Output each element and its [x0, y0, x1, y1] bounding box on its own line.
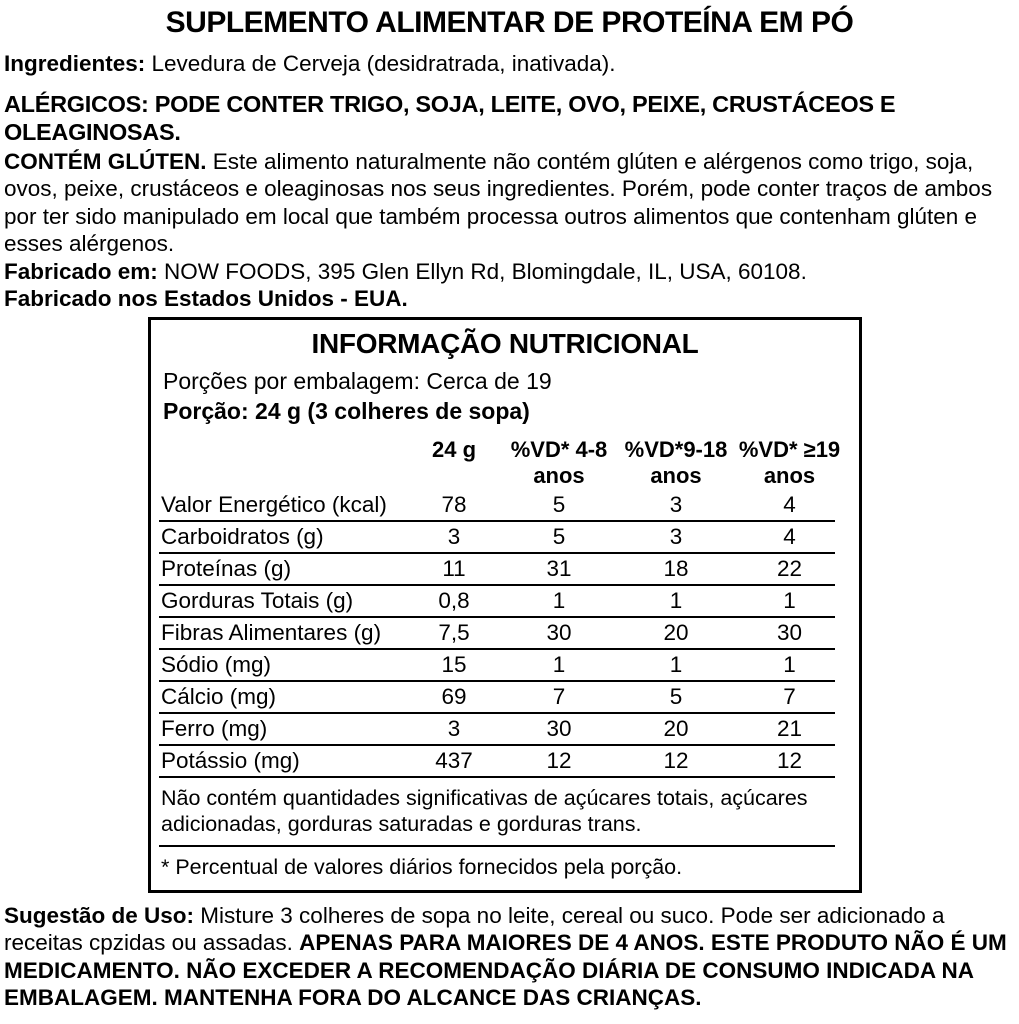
row-value: 5: [552, 491, 566, 517]
gluten-paragraph: [4, 148, 1015, 258]
nutrition-table-header: [159, 436, 841, 489]
nutrition-facts-box: [148, 317, 862, 893]
row-label: Proteínas (g): [161, 555, 292, 581]
row-label: Fibras Alimentares (g): [161, 619, 382, 645]
row-value: 5: [669, 683, 683, 709]
row-label: Ferro (mg): [161, 715, 268, 741]
column-header: [404, 437, 504, 489]
column-header-bottom: [404, 463, 504, 489]
table-row: [159, 618, 835, 650]
table-row: [159, 650, 835, 682]
row-value: 1: [669, 651, 683, 677]
row-label: Sódio (mg): [161, 651, 272, 677]
row-label: Valor Energético (kcal): [161, 491, 387, 517]
column-header-top: 24 g: [431, 436, 477, 462]
row-value: 437: [435, 747, 473, 773]
row-value: 3: [669, 491, 683, 517]
table-row: [159, 490, 835, 522]
row-value: 20: [663, 619, 689, 645]
row-value: 7: [552, 683, 566, 709]
gluten-text: Este alimento naturalmente não contém glúten e alérgenos como trigo, soja, ovos, peixe, crustáceos e oleaginosas nos seus ingredientes. Porém, pode conter traços de ambos por ter sido manipulado em local que também processa outros alimentos que contenham glúten e esses alérgenos.: [4, 148, 993, 256]
row-value: 3: [447, 715, 461, 741]
row-label: Cálcio (mg): [161, 683, 277, 709]
row-value: 4: [783, 523, 796, 549]
row-value: 30: [776, 619, 803, 645]
row-value: 1: [783, 651, 796, 677]
row-value: 0,8: [438, 587, 470, 613]
nutrition-table-body: [159, 490, 835, 778]
ingredients-paragraph: [4, 50, 1015, 78]
row-value: 4: [783, 491, 796, 517]
row-value: 22: [776, 555, 803, 581]
column-header-bottom: anos: [650, 462, 702, 488]
row-value: 20: [663, 715, 689, 741]
row-value: 31: [546, 555, 572, 581]
column-header-bottom: anos: [763, 462, 816, 488]
row-value: 69: [441, 683, 467, 709]
usage-paragraph: [4, 902, 1015, 1012]
row-value: 1: [552, 651, 566, 677]
usage-warning: APENAS PARA MAIORES DE 4 ANOS. ESTE PRODUTO NÃO É UM MEDICAMENTO. NÃO EXCEDER A RECOMENDAÇÃO DIÁRIA DE CONSUMO INDICADA NA EMBALAGEM. MANTENHA FORA DO ALCANCE DAS CRIANÇAS.: [4, 930, 1007, 1010]
column-header-top: %VD*9-18: [624, 436, 728, 462]
row-value: 1: [552, 587, 566, 613]
row-value: 30: [546, 715, 572, 741]
column-header: [738, 437, 841, 489]
made-in-line: Fabricado nos Estados Unidos - EUA.: [4, 286, 408, 311]
row-value: 5: [552, 523, 566, 549]
allergens-paragraph: ALÉRGICOS: PODE CONTER TRIGO, SOJA, LEITE, OVO, PEIXE, CRUSTÁCEOS E OLEAGINOSAS.: [4, 90, 896, 145]
row-value: 1: [783, 587, 796, 613]
row-value: 30: [546, 619, 572, 645]
manufactured-text: NOW FOODS, 395 Glen Ellyn Rd, Blomingdale, IL, USA, 60108.: [157, 258, 807, 284]
usage-label: Sugestão de Uso:: [4, 902, 195, 928]
row-value: 7,5: [438, 619, 470, 645]
row-value: 7: [783, 683, 796, 709]
manufactured-paragraph: [4, 258, 1015, 286]
row-value: 12: [546, 747, 572, 773]
column-header-bottom: anos: [533, 462, 585, 488]
table-row: [159, 682, 835, 714]
row-value: 12: [663, 747, 689, 773]
column-header: [504, 437, 614, 489]
manufactured-label: Fabricado em:: [4, 258, 158, 284]
row-value: 3: [669, 523, 683, 549]
nutrition-table: [159, 436, 841, 890]
table-row: [159, 746, 835, 778]
serving-size: Porção: 24 g (3 colheres de sopa): [163, 397, 530, 424]
ingredients-text: Levedura de Cerveja (desidratrada, inativada).: [145, 51, 616, 76]
nutrition-title: INFORMAÇÃO NUTRICIONAL: [311, 327, 699, 359]
ingredients-label: Ingredientes:: [4, 51, 146, 76]
nutrition-note: Não contém quantidades significativas de açúcares totais, açúcares adicionadas, gorduras saturadas e gorduras trans.: [159, 778, 835, 847]
page-title: SUPLEMENTO ALIMENTAR DE PROTEÍNA EM PÓ: [165, 6, 854, 39]
row-value: 15: [441, 651, 467, 677]
row-value: 12: [776, 747, 803, 773]
row-value: 18: [663, 555, 689, 581]
table-row: [159, 714, 835, 746]
row-value: 3: [447, 523, 461, 549]
column-header-top: %VD* 4-8: [510, 436, 608, 462]
nutrition-footnote: * Percentual de valores diários fornecidos pela porção.: [161, 854, 683, 879]
row-value: 78: [441, 491, 467, 517]
row-value: 11: [442, 555, 466, 581]
usage-text: Misture 3 colheres de sopa no leite, cereal ou suco. Pode ser adicionado a receitas cpzidas ou assadas.: [4, 902, 945, 955]
header-spacer: [159, 437, 404, 489]
row-label: Potássio (mg): [161, 747, 300, 773]
table-row: [159, 586, 835, 618]
row-label: Carboidratos (g): [161, 523, 324, 549]
row-value: 21: [776, 715, 803, 741]
table-row: [159, 522, 835, 554]
column-header-top: %VD* ≥19: [738, 436, 841, 462]
row-value: 1: [669, 587, 683, 613]
table-row: [159, 554, 835, 586]
servings-per-package: Porções por embalagem: Cerca de 19: [163, 367, 552, 394]
column-header: [614, 437, 738, 489]
gluten-label: CONTÉM GLÚTEN.: [4, 148, 207, 174]
row-label: Gorduras Totais (g): [161, 587, 354, 613]
